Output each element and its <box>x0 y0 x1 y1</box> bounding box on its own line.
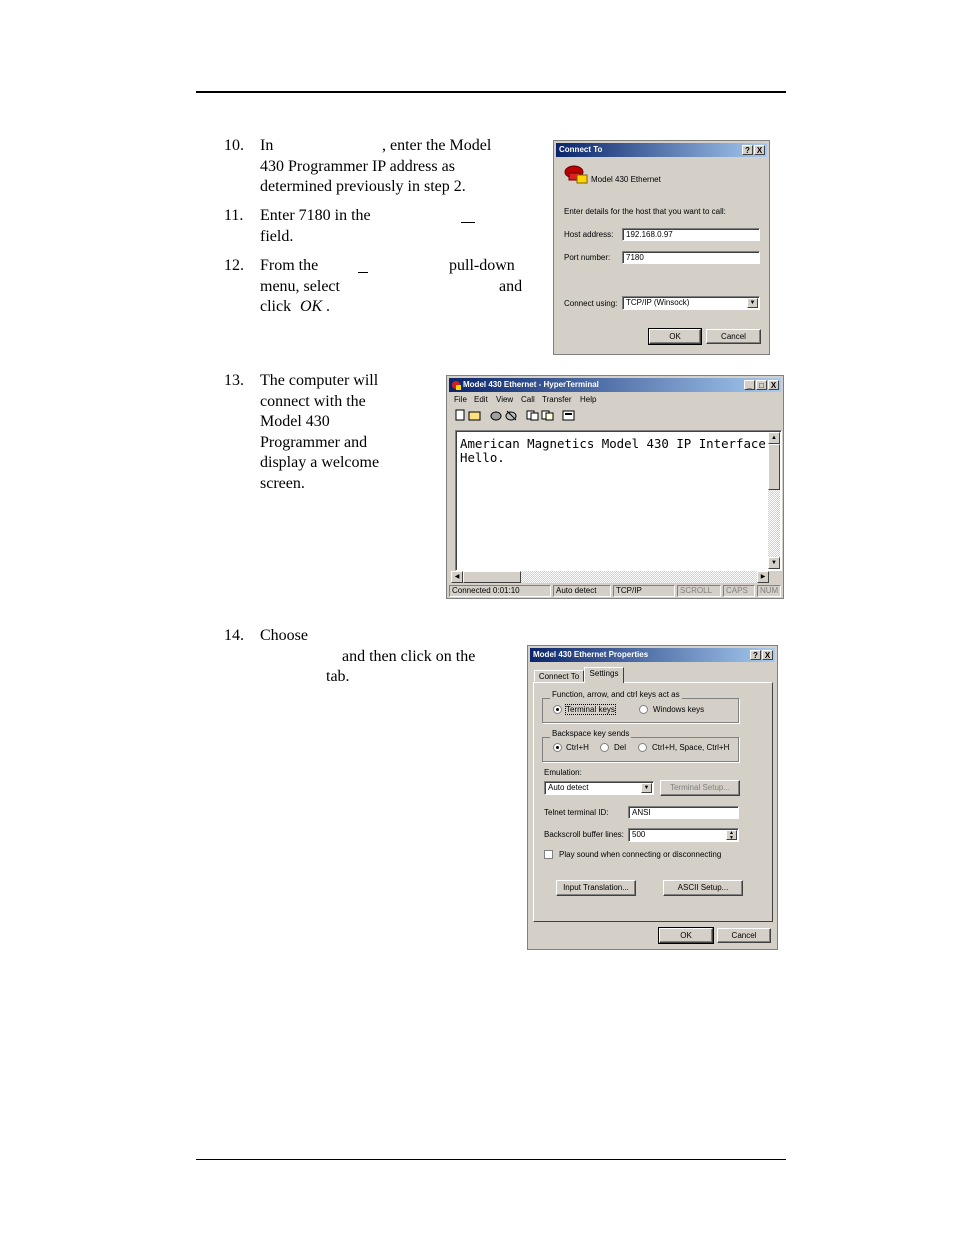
ctrl-h-space-label[interactable]: Ctrl+H, Space, Ctrl+H <box>652 743 730 752</box>
dialog-title: Model 430 Ethernet Properties <box>533 650 649 659</box>
window-titlebar <box>449 378 781 392</box>
ok-button[interactable]: OK <box>659 928 713 943</box>
del-label[interactable]: Del <box>614 743 627 752</box>
step-text-line: From the <box>260 257 319 274</box>
scroll-thumb[interactable] <box>463 571 521 583</box>
ctrl-h-radio[interactable] <box>553 743 562 752</box>
connect-using-select[interactable] <box>622 296 760 310</box>
step-number: 12. <box>224 257 244 274</box>
chevron-down-icon[interactable]: ▼ <box>747 298 758 308</box>
properties-dialog <box>527 645 778 950</box>
dialog-titlebar <box>530 648 775 662</box>
windows-keys-label[interactable]: Windows keys <box>653 705 705 714</box>
receive-icon[interactable] <box>540 409 554 422</box>
connect-using-label: Connect using: <box>564 299 618 308</box>
step-text-line: . <box>326 298 330 315</box>
dialog-titlebar <box>556 143 767 157</box>
function-keys-group-label: Function, arrow, and ctrl keys act as <box>552 690 680 699</box>
maximize-button[interactable]: □ <box>756 380 767 390</box>
menu-edit[interactable]: Edit <box>474 395 488 404</box>
ctrl-h-label[interactable]: Ctrl+H <box>566 743 589 752</box>
step-number: 13. <box>224 372 244 389</box>
ok-button[interactable]: OK <box>649 329 701 344</box>
step-text-line: tab. <box>326 668 350 685</box>
terminal-screen[interactable] <box>455 430 782 571</box>
port-number-input[interactable]: 7180 <box>622 251 760 264</box>
status-emulation: Auto detect <box>553 585 611 597</box>
cancel-button[interactable]: Cancel <box>706 329 761 344</box>
step-text-line: OK <box>300 298 323 315</box>
close-button[interactable]: X <box>768 380 779 390</box>
status-num: NUM <box>757 585 781 597</box>
help-button[interactable]: ? <box>742 145 753 155</box>
phone-icon <box>564 163 588 185</box>
underscore-mark <box>358 272 368 273</box>
menu-file[interactable]: File <box>454 395 467 404</box>
status-connected: Connected 0:01:10 <box>449 585 551 597</box>
header-rule <box>196 91 786 93</box>
step-number: 14. <box>224 627 244 644</box>
step-text-line: Programmer and <box>260 433 368 451</box>
telnet-terminal-id-input[interactable]: ANSI <box>628 806 739 819</box>
spinner-arrows-icon[interactable]: ▲ ▼ <box>726 830 737 840</box>
scroll-right-icon[interactable]: ▶ <box>757 571 769 583</box>
step-text-line: display a welcome <box>260 454 380 471</box>
terminal-keys-label[interactable]: Terminal keys <box>566 705 615 714</box>
open-folder-icon[interactable] <box>467 409 481 422</box>
step-text-line: determined previously in step 2. <box>260 178 466 195</box>
port-number-label: Port number: <box>564 253 611 262</box>
help-button[interactable]: ? <box>750 650 761 660</box>
step-text-line: In <box>260 137 274 154</box>
status-bar <box>449 585 781 597</box>
emulation-value: Auto detect <box>548 783 589 792</box>
step-text-line: and then click on the <box>342 647 476 665</box>
properties-icon[interactable] <box>561 409 575 422</box>
step-text-line: Choose <box>260 627 308 644</box>
host-address-label: Host address: <box>564 230 614 239</box>
toolbar <box>451 408 781 424</box>
disconnect-icon[interactable] <box>504 409 518 422</box>
step-text-line: screen. <box>260 474 305 492</box>
backscroll-buffer-value: 500 <box>632 830 646 839</box>
step-text-line: menu, select <box>260 277 340 295</box>
step-text-line: and <box>499 277 523 295</box>
step-text-line: field. <box>260 227 294 245</box>
scroll-up-icon[interactable]: ▲ <box>768 432 780 444</box>
emulation-label: Emulation: <box>544 768 582 777</box>
step-14 <box>224 626 514 690</box>
ctrl-h-space-radio[interactable] <box>638 743 647 752</box>
input-translation-button[interactable]: Input Translation... <box>556 880 636 896</box>
menu-bar <box>451 394 771 406</box>
backspace-group-label: Backspace key sends <box>552 729 630 738</box>
step-text-line: click <box>260 298 292 315</box>
step-number: 10. <box>224 137 244 154</box>
backscroll-buffer-input[interactable] <box>628 828 739 842</box>
play-sound-label[interactable]: Play sound when connecting or disconnecting <box>559 850 722 859</box>
step-10 <box>224 136 524 200</box>
send-icon[interactable] <box>525 409 539 422</box>
step-number: 11. <box>224 207 244 224</box>
connect-prompt: Enter details for the host that you want to call: <box>564 207 726 216</box>
step-text-line: connect with the <box>260 392 366 410</box>
ascii-setup-button[interactable]: ASCII Setup... <box>663 880 743 896</box>
hyperterminal-window <box>446 375 784 599</box>
terminal-keys-radio[interactable] <box>553 705 562 714</box>
chevron-down-icon[interactable]: ▼ <box>641 783 652 793</box>
status-protocol: TCP/IP <box>613 585 675 597</box>
scroll-left-icon[interactable]: ◀ <box>451 571 463 583</box>
play-sound-checkbox[interactable] <box>544 850 553 859</box>
vertical-scrollbar[interactable] <box>768 432 780 569</box>
underscore-mark <box>461 222 475 223</box>
hyperterminal-icon <box>451 380 461 390</box>
close-button[interactable]: X <box>762 650 773 660</box>
terminal-setup-button[interactable]: Terminal Setup... <box>660 780 740 796</box>
emulation-select[interactable] <box>544 781 654 795</box>
host-address-input[interactable]: 192.168.0.97 <box>622 228 760 241</box>
cancel-button[interactable]: Cancel <box>717 928 771 943</box>
menu-transfer[interactable]: Transfer <box>542 395 572 404</box>
menu-call[interactable]: Call <box>521 395 535 404</box>
connection-name: Model 430 Ethernet <box>591 175 661 184</box>
menu-help[interactable]: Help <box>580 395 597 404</box>
close-button[interactable]: X <box>754 145 765 155</box>
tab-connect-to[interactable]: Connect To <box>534 670 584 682</box>
window-title: Model 430 Ethernet - HyperTerminal <box>463 380 599 389</box>
del-radio[interactable] <box>600 743 609 752</box>
new-file-icon[interactable] <box>453 409 467 422</box>
scroll-thumb[interactable] <box>768 444 780 490</box>
telnet-terminal-id-label: Telnet terminal ID: <box>544 808 609 817</box>
step-13 <box>224 371 434 495</box>
connect-using-value: TCP/IP (Winsock) <box>626 298 690 307</box>
connect-icon[interactable] <box>489 409 503 422</box>
step-text-line: pull-down <box>449 257 515 274</box>
scroll-down-icon[interactable]: ▼ <box>768 557 780 569</box>
connect-to-dialog <box>553 140 770 355</box>
tab-settings[interactable]: Settings <box>584 667 624 683</box>
horizontal-scrollbar[interactable] <box>451 571 769 583</box>
step-12 <box>224 256 534 320</box>
dialog-title: Connect To <box>559 145 603 154</box>
step-text-line: Enter 7180 in the <box>260 207 371 224</box>
windows-keys-radio[interactable] <box>639 705 648 714</box>
terminal-line-2: Hello. <box>460 450 505 465</box>
minimize-button[interactable]: _ <box>744 380 755 390</box>
step-11 <box>224 206 524 250</box>
step-text-line: The computer will <box>260 372 379 389</box>
terminal-line-1: American Magnetics Model 430 IP Interface <box>460 436 766 451</box>
status-scroll: SCROLL <box>677 585 721 597</box>
menu-view[interactable]: View <box>496 395 514 404</box>
backscroll-buffer-label: Backscroll buffer lines: <box>544 830 624 839</box>
step-text-line: , enter the Model <box>382 137 492 154</box>
step-text-line: 430 Programmer IP address as <box>260 157 455 175</box>
footer-rule <box>196 1159 786 1160</box>
step-text-line: Model 430 <box>260 413 330 430</box>
status-caps: CAPS <box>723 585 755 597</box>
